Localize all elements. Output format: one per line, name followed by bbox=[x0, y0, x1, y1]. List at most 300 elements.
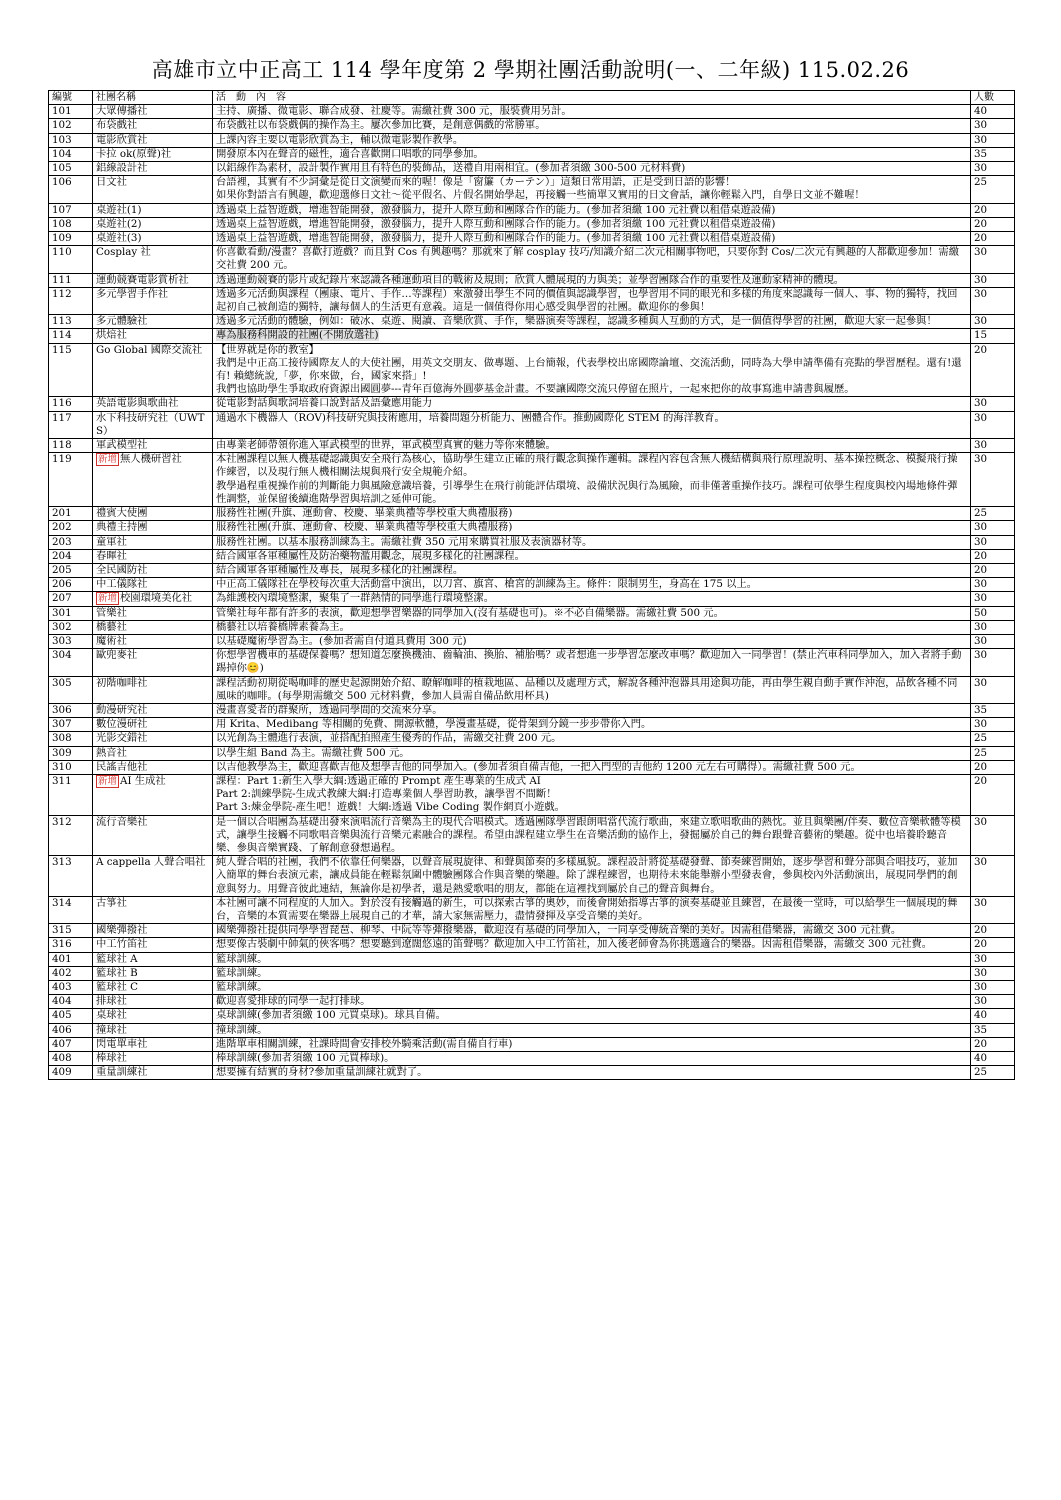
member-count: 20 bbox=[971, 760, 1015, 774]
club-number: 309 bbox=[49, 746, 93, 760]
member-count: 30 bbox=[971, 162, 1015, 176]
table-row bbox=[49, 981, 1015, 995]
description-line: 由專業老師帶領你進入軍武模型的世界，軍武模型真實的魅力等你來體驗。 bbox=[216, 439, 556, 452]
description-line: 為維護校內環境整潔，聚集了一群熱情的同學進行環境整潔。 bbox=[216, 592, 495, 605]
club-name-cell bbox=[93, 1037, 213, 1051]
club-name: 數位漫研社 bbox=[96, 718, 148, 731]
club-description bbox=[213, 592, 971, 606]
club-name: 光影交錯社 bbox=[96, 732, 148, 745]
club-number: 316 bbox=[49, 938, 93, 952]
club-description bbox=[213, 896, 971, 923]
member-count: 30 bbox=[971, 620, 1015, 634]
club-number: 109 bbox=[49, 232, 93, 246]
club-description bbox=[213, 105, 971, 119]
member-count: 40 bbox=[971, 105, 1015, 119]
club-number: 204 bbox=[49, 549, 93, 563]
club-name: 電影欣賞社 bbox=[96, 133, 148, 146]
club-description bbox=[213, 246, 971, 273]
club-name-cell bbox=[93, 147, 213, 161]
table-body bbox=[49, 105, 1015, 1080]
table-row bbox=[49, 938, 1015, 952]
description-line: 布袋戲社以布袋戲偶的操作為主。屢次參加比賽，是創意偶戲的常勝軍。 bbox=[216, 119, 546, 132]
club-name-cell bbox=[93, 924, 213, 938]
club-name-cell bbox=[93, 217, 213, 231]
member-count: 30 bbox=[971, 952, 1015, 966]
member-count: 20 bbox=[971, 924, 1015, 938]
table-row bbox=[49, 634, 1015, 648]
description-line: 服務性社團(升旗、運動會、校慶、畢業典禮等學校重大典禮服務) bbox=[216, 521, 513, 534]
table-row bbox=[49, 620, 1015, 634]
member-count: 30 bbox=[971, 856, 1015, 897]
club-name: 籃球社 C bbox=[96, 981, 139, 993]
club-name: 國樂彈撥社 bbox=[96, 924, 148, 937]
club-name: A cappella 人聲合唱社 bbox=[96, 856, 206, 869]
member-count: 20 bbox=[971, 232, 1015, 246]
club-name-cell bbox=[93, 1052, 213, 1066]
club-name: 軍武模型社 bbox=[96, 439, 148, 452]
description-line: 歡迎喜愛排球的同學一起打排球。 bbox=[216, 995, 371, 1008]
club-name-cell bbox=[93, 676, 213, 703]
club-number: 304 bbox=[49, 649, 93, 676]
description-line: 純人聲合唱的社團，我們不依靠任何樂器，以聲音展現旋律、和聲與節奏的多樣風貌。課程設計將從基礎發聲、節奏練習開始，逐步學習和聲分部與合唱技巧，並加入簡單的舞台表演元素，讓成員能在輕鬆氛圍中體驗團隊合作與音樂的樂趣。除了課程練習，也期待未來能舉辦小型發表會，參與校內外活動演出，展現同學們的創意與努力。用聲音彼此連結，無論你是初學者，還是熱愛歌唱的朋友，都能在這裡找到屬於自己的聲音與舞台。 bbox=[216, 856, 958, 895]
member-count: 35 bbox=[971, 1023, 1015, 1037]
club-description bbox=[213, 995, 971, 1009]
club-name: 歐兜麥社 bbox=[96, 649, 138, 662]
table-row bbox=[49, 176, 1015, 203]
description-line: 漫畫喜愛者的群聚所，透過同學間的交流來分享。 bbox=[216, 703, 443, 716]
description-line: 如果你對語言有興趣，歡迎選修日文社～從平假名、片假名開始學起，再接觸一些簡單又實用的日文會話，讓你輕鬆入門，自學日文並不難喔！ bbox=[216, 189, 865, 202]
club-number: 310 bbox=[49, 760, 93, 774]
header-no: 編號 bbox=[49, 91, 93, 105]
description-line: 服務性社團(升旗、運動會、校慶、畢業典禮等學校重大典禮服務) bbox=[216, 507, 513, 520]
description-line: 結合國軍各軍種屬性及防治藥物濫用觀念，展現多樣化的社團課程。 bbox=[216, 549, 525, 562]
club-name-cell bbox=[93, 105, 213, 119]
club-name: 桌遊社(1) bbox=[96, 203, 142, 216]
club-description bbox=[213, 563, 971, 577]
club-name: 中工儀隊社 bbox=[96, 578, 148, 591]
table-row bbox=[49, 133, 1015, 147]
club-name-cell bbox=[93, 732, 213, 746]
club-name: 運動競賽電影賞析社 bbox=[96, 273, 189, 286]
club-name: 籃球社 A bbox=[96, 952, 138, 965]
table-row bbox=[49, 287, 1015, 314]
club-name: 籃球社 B bbox=[96, 966, 138, 979]
club-name: 撞球社 bbox=[96, 1023, 127, 1036]
club-name-cell bbox=[93, 981, 213, 995]
description-line: 我們是中正高工接待國際友人的大使社團，用英文交朋友、做專題、上台簡報，代表學校出席國際論壇、交流活動，同時為大學申請準備有亮點的學習歷程。還有!還有! 賴總統說,「夢，你來做，台，國家來搭」! bbox=[216, 356, 962, 383]
table-row bbox=[49, 746, 1015, 760]
club-name: 多元體驗社 bbox=[96, 315, 148, 328]
table-header-row bbox=[49, 91, 1015, 105]
club-name-cell bbox=[93, 329, 213, 343]
club-number: 105 bbox=[49, 162, 93, 176]
club-description bbox=[213, 774, 971, 815]
club-name-cell bbox=[93, 718, 213, 732]
club-number: 404 bbox=[49, 995, 93, 1009]
description-line: 結合國軍各軍種屬性及專長，展現多樣化的社團課程。 bbox=[216, 563, 464, 576]
club-name-cell bbox=[93, 162, 213, 176]
club-description bbox=[213, 703, 971, 717]
description-line: 本社團可讓不同程度的人加入。對於沒有接觸過的新生，可以探索古箏的奧妙，而後會開始指導古箏的演奏基礎並且練習，在最後一堂時，可以給學生一個展現的舞台，音樂的本質需要在樂器上展現自己的才華，請大家無需壓力，盡情發揮及享受音樂的美好。 bbox=[216, 896, 958, 922]
description-line: Part 3:煉金學院-產生吧！遊戲！大綱:透過 Vibe Coding 製作網頁小遊戲。 bbox=[216, 801, 565, 814]
club-name-cell bbox=[93, 203, 213, 217]
table-row bbox=[49, 606, 1015, 620]
member-count: 30 bbox=[971, 718, 1015, 732]
club-number: 407 bbox=[49, 1037, 93, 1051]
club-number: 111 bbox=[49, 273, 93, 287]
club-name: 童軍社 bbox=[96, 535, 127, 548]
club-description bbox=[213, 1066, 971, 1080]
description-line: 以吉他教學為主，歡迎喜歡吉他及想學吉他的同學加入。(參加者須自備吉他，一把入門型的吉他約 1200 元左右可購得）。需繳社費 500 元。 bbox=[216, 760, 861, 773]
club-name: 桌球社 bbox=[96, 1009, 127, 1022]
club-name-cell bbox=[93, 703, 213, 717]
club-number: 203 bbox=[49, 535, 93, 549]
member-count: 50 bbox=[971, 606, 1015, 620]
club-number: 409 bbox=[49, 1066, 93, 1080]
club-name-cell bbox=[93, 549, 213, 563]
club-number: 201 bbox=[49, 507, 93, 521]
description-line: 棒球訓練(參加者須繳 100 元買棒球)。 bbox=[216, 1052, 395, 1065]
club-number: 114 bbox=[49, 329, 93, 343]
club-description bbox=[213, 676, 971, 703]
club-name-cell bbox=[93, 507, 213, 521]
description-line: 透過桌上益智遊戲，增進智能開發，激發腦力，提升人際互動和團隊合作的能力。(參加者須繳 100 元社費以租借桌遊設備) bbox=[216, 203, 776, 216]
table-row bbox=[49, 774, 1015, 815]
club-name: 古箏社 bbox=[96, 896, 127, 909]
club-name-cell bbox=[93, 938, 213, 952]
club-description bbox=[213, 343, 971, 397]
club-name-cell bbox=[93, 133, 213, 147]
club-number: 103 bbox=[49, 133, 93, 147]
table-row bbox=[49, 760, 1015, 774]
club-description bbox=[213, 133, 971, 147]
club-description bbox=[213, 718, 971, 732]
club-number: 403 bbox=[49, 981, 93, 995]
table-row bbox=[49, 507, 1015, 521]
member-count: 30 bbox=[971, 133, 1015, 147]
description-line: 用 Krita、Medibang 等相關的免費、開源軟體，學漫畫基礎，從骨架到分鏡一步步帶你入門。 bbox=[216, 718, 652, 731]
member-count: 20 bbox=[971, 1037, 1015, 1051]
club-name: 民謠吉他社 bbox=[96, 760, 148, 773]
table-row bbox=[49, 952, 1015, 966]
member-count: 20 bbox=[971, 563, 1015, 577]
club-name: 春暉社 bbox=[96, 549, 127, 562]
club-number: 302 bbox=[49, 620, 93, 634]
description-line: 以鋁線作為素材，設計製作實用且有特色的裝飾品，送禮自用兩相宜。(參加者須繳 300-500 元材料費) bbox=[216, 162, 686, 175]
club-number: 315 bbox=[49, 924, 93, 938]
table-row bbox=[49, 521, 1015, 535]
club-description bbox=[213, 439, 971, 453]
member-count: 30 bbox=[971, 273, 1015, 287]
club-number: 306 bbox=[49, 703, 93, 717]
club-name: 初階咖啡社 bbox=[96, 676, 148, 689]
club-name: AI 生成社 bbox=[120, 774, 166, 787]
club-name: 禮賓大使團 bbox=[96, 507, 148, 520]
club-name-cell bbox=[93, 746, 213, 760]
club-description bbox=[213, 287, 971, 314]
description-line: 【世界就是你的教室】 bbox=[216, 343, 319, 356]
club-name: 鋁線設計社 bbox=[96, 162, 148, 175]
club-name-cell bbox=[93, 232, 213, 246]
member-count: 35 bbox=[971, 703, 1015, 717]
club-name-cell bbox=[93, 1066, 213, 1080]
club-description bbox=[213, 952, 971, 966]
club-description bbox=[213, 1023, 971, 1037]
club-name-cell bbox=[93, 634, 213, 648]
description-line: 想要擁有結實的身材?參加重量訓練社就對了。 bbox=[216, 1066, 428, 1079]
member-count: 30 bbox=[971, 649, 1015, 676]
club-name-cell bbox=[93, 535, 213, 549]
table-row bbox=[49, 896, 1015, 923]
club-description bbox=[213, 760, 971, 774]
club-name-cell bbox=[93, 176, 213, 203]
new-badge: 新增 bbox=[98, 775, 118, 787]
club-name: 卡拉 ok(原聲)社 bbox=[96, 147, 172, 160]
table-row bbox=[49, 105, 1015, 119]
club-description bbox=[213, 453, 971, 507]
member-count: 30 bbox=[971, 995, 1015, 1009]
club-name: 烘焙社 bbox=[96, 329, 127, 342]
member-count: 25 bbox=[971, 1066, 1015, 1080]
table-row bbox=[49, 649, 1015, 676]
description-line: 透過多元活動與課程（團康、電片、手作…等課程）來激發出學生不同的價值與認識學習，也學習用不同的眼光和多樣的角度來認識每一個人、事、物的獨特，找回起初自己被創造的獨特，讓每個人的生活更有意義。這是一個值得你用心感受與學習的社團。歡迎你的參與！ bbox=[216, 287, 958, 314]
table-row bbox=[49, 676, 1015, 703]
table-row bbox=[49, 1009, 1015, 1023]
club-name-cell bbox=[93, 315, 213, 329]
club-number: 402 bbox=[49, 966, 93, 980]
club-description bbox=[213, 176, 971, 203]
header-count: 人數 bbox=[971, 91, 1015, 105]
member-count: 40 bbox=[971, 1009, 1015, 1023]
club-description bbox=[213, 507, 971, 521]
description-line: 你想學習機車的基礎保養嗎？想知道怎麼換機油、齒輪油、換胎、補胎嗎？或者想進一步學習怎麼改車嗎？歡迎加入一同學習！(禁止汽車科同學加入，加入者將手動踢掉你😊) bbox=[216, 649, 962, 675]
club-description bbox=[213, 732, 971, 746]
table-row bbox=[49, 1066, 1015, 1080]
club-name-cell bbox=[93, 966, 213, 980]
table-row bbox=[49, 439, 1015, 453]
club-number: 118 bbox=[49, 439, 93, 453]
member-count: 30 bbox=[971, 119, 1015, 133]
club-number: 308 bbox=[49, 732, 93, 746]
table-row bbox=[49, 315, 1015, 329]
table-row bbox=[49, 343, 1015, 397]
club-name: 橋藝社 bbox=[96, 620, 127, 633]
club-description bbox=[213, 578, 971, 592]
description-line: 以基礎魔術學習為主。(參加者需自付道具費用 300 元) bbox=[216, 634, 467, 647]
club-description bbox=[213, 1009, 971, 1023]
club-number: 108 bbox=[49, 217, 93, 231]
club-number: 408 bbox=[49, 1052, 93, 1066]
club-name-cell bbox=[93, 578, 213, 592]
club-name-cell bbox=[93, 521, 213, 535]
club-number: 119 bbox=[49, 453, 93, 507]
club-description bbox=[213, 521, 971, 535]
club-name: 動漫研究社 bbox=[96, 703, 148, 716]
club-name: 大眾傳播社 bbox=[96, 105, 148, 118]
club-number: 406 bbox=[49, 1023, 93, 1037]
description-line: 中正高工儀隊社在學校每次重大活動當中演出，以刀宮、旗宮、槍宮的訓練為主。條件：限制男生，身高在 175 以上。 bbox=[216, 578, 758, 591]
club-description bbox=[213, 1052, 971, 1066]
club-description bbox=[213, 315, 971, 329]
description-line: 是一個以合唱團為基礎出發來演唱流行音樂為主的現代合唱模式。透過團隊學習跟朗唱當代流行歌曲，來建立歌唱歌曲的熱忱。並且與樂團/伴奏、數位音樂軟體等模式，讓學生接觸不同歌唱音樂與流行音樂元素融合的課程。希望由課程建立學生在音樂活動的協作上，發掘屬於自己的舞台跟聲音藝術的樂趣。從中也培養聆聽音樂、參與音樂實踐、了解創意發想過程。 bbox=[216, 815, 961, 854]
description-line: 開發原本內在聲音的磁性，適合喜歡開口唱歌的同學參加。 bbox=[216, 147, 484, 160]
club-number: 313 bbox=[49, 856, 93, 897]
club-name: 管樂社 bbox=[96, 606, 127, 619]
member-count: 40 bbox=[971, 1052, 1015, 1066]
description-line: 服務性社團。以基本服務訓練為主。需繳社費 350 元用來購買社服及表演器材等。 bbox=[216, 535, 593, 548]
member-count: 30 bbox=[971, 315, 1015, 329]
member-count: 30 bbox=[971, 535, 1015, 549]
description-line: 課程：Part 1:新生入學大綱:透過正確的 Prompt 產生專業的生成式 AI bbox=[216, 774, 541, 787]
club-name: 校園環境美化社 bbox=[120, 592, 193, 605]
member-count: 20 bbox=[971, 549, 1015, 563]
description-line: 想要像古裝劇中帥氣的俠客嗎？想要聽到遼闊悠遠的笛聲嗎？歡迎加入中工竹笛社，加入後老師會為你挑選適合的樂器。因需租借樂器，需繳交 300 元社費。 bbox=[216, 938, 933, 951]
club-description bbox=[213, 203, 971, 217]
table-row bbox=[49, 1037, 1015, 1051]
member-count: 20 bbox=[971, 774, 1015, 815]
club-name-cell bbox=[93, 287, 213, 314]
club-description bbox=[213, 856, 971, 897]
club-name: 無人機研習社 bbox=[120, 453, 182, 466]
table-row bbox=[49, 397, 1015, 411]
club-name-cell bbox=[93, 896, 213, 923]
description-line: Part 2:訓練學院-生成式教練大綱:打造專業個人學習助教，讓學習不間斷！ bbox=[216, 788, 557, 801]
club-number: 110 bbox=[49, 246, 93, 273]
description-line: 主持、廣播、微電影、聯合成發、社慶等。需繳社費 300 元，服裝費用另計。 bbox=[216, 105, 572, 118]
club-description bbox=[213, 217, 971, 231]
description-line: 教學過程重視操作前的判斷能力與風險意識培養，引導學生在飛行前能評估環境、設備狀況與行為風險，而非僅著重操作技巧。課程可依學生程度與校內場地條件彈性調整，並保留後續進階學習與培訓之延伸可能。 bbox=[216, 479, 958, 505]
description-line: 台語裡，其實有不少詞彙是從日文演變而來的喔！像是「窗簾（カーテン）」這類日常用語，正是受到日語的影響！ bbox=[216, 176, 736, 189]
club-name: 重量訓練社 bbox=[96, 1066, 148, 1079]
member-count: 20 bbox=[971, 938, 1015, 952]
club-name: 全民國防社 bbox=[96, 563, 148, 576]
club-description bbox=[213, 924, 971, 938]
table-row bbox=[49, 119, 1015, 133]
club-number: 112 bbox=[49, 287, 93, 314]
page-title: 高雄市立中正高工 114 學年度第 2 學期社團活動說明(一、二年級) 115.02.26 bbox=[151, 58, 910, 82]
club-name-cell bbox=[93, 1009, 213, 1023]
club-number: 307 bbox=[49, 718, 93, 732]
member-count: 30 bbox=[971, 397, 1015, 411]
table-row bbox=[49, 966, 1015, 980]
club-name: 中工竹笛社 bbox=[96, 938, 148, 951]
club-name: Go Global 國際交流社 bbox=[96, 343, 203, 356]
club-number: 113 bbox=[49, 315, 93, 329]
member-count: 30 bbox=[971, 246, 1015, 273]
club-number: 115 bbox=[49, 343, 93, 397]
member-count: 25 bbox=[971, 732, 1015, 746]
table-row bbox=[49, 411, 1015, 438]
club-number: 205 bbox=[49, 563, 93, 577]
club-name: 熱音社 bbox=[96, 746, 127, 759]
club-name-cell bbox=[93, 397, 213, 411]
member-count: 30 bbox=[971, 634, 1015, 648]
club-description bbox=[213, 649, 971, 676]
member-count: 30 bbox=[971, 981, 1015, 995]
table-row bbox=[49, 703, 1015, 717]
table-row bbox=[49, 592, 1015, 606]
club-description bbox=[213, 411, 971, 438]
table-row bbox=[49, 732, 1015, 746]
description-line: 橋藝社以培養橋牌素養為主。 bbox=[216, 620, 350, 633]
club-name: 閃電單車社 bbox=[96, 1037, 148, 1050]
member-count: 25 bbox=[971, 746, 1015, 760]
member-count: 30 bbox=[971, 815, 1015, 856]
club-description bbox=[213, 746, 971, 760]
club-name-cell bbox=[93, 815, 213, 856]
club-name-cell bbox=[93, 952, 213, 966]
table-row bbox=[49, 203, 1015, 217]
description-line: 透過運動競賽的影片或紀錄片來認識各種運動項目的戰術及規則；欣賞人體展現的力與美；並學習團隊合作的重要性及運動家精神的體現。 bbox=[216, 273, 845, 286]
club-description bbox=[213, 273, 971, 287]
description-line: 管樂社每年都有許多的表演，歡迎想學習樂器的同學加入(沒有基礎也可)。※不必自備樂器。需繳社費 500 元。 bbox=[216, 606, 724, 619]
club-description bbox=[213, 606, 971, 620]
description-line: 專為服務科開設的社團(不開放選社) bbox=[216, 329, 379, 342]
club-name: Cosplay 社 bbox=[96, 246, 151, 259]
member-count: 25 bbox=[971, 507, 1015, 521]
club-name-cell bbox=[93, 774, 213, 815]
member-count: 30 bbox=[971, 578, 1015, 592]
club-name: 桌遊社(3) bbox=[96, 232, 142, 245]
club-name: 魔術社 bbox=[96, 634, 127, 647]
club-number: 311 bbox=[49, 774, 93, 815]
table-row bbox=[49, 273, 1015, 287]
description-line: 籃球訓練。 bbox=[216, 966, 268, 979]
club-number: 102 bbox=[49, 119, 93, 133]
club-name: 典禮主持團 bbox=[96, 521, 148, 534]
club-description bbox=[213, 549, 971, 563]
table-row bbox=[49, 246, 1015, 273]
club-number: 301 bbox=[49, 606, 93, 620]
club-description bbox=[213, 119, 971, 133]
club-name-cell bbox=[93, 856, 213, 897]
description-line: 籃球訓練。 bbox=[216, 981, 268, 993]
table-row bbox=[49, 578, 1015, 592]
club-name-cell bbox=[93, 273, 213, 287]
club-number: 312 bbox=[49, 815, 93, 856]
description-line: 上課內容主要以電影欣賞為主，輔以微電影製作教學。 bbox=[216, 133, 464, 146]
table-row bbox=[49, 995, 1015, 1009]
club-name-cell bbox=[93, 119, 213, 133]
member-count: 30 bbox=[971, 411, 1015, 438]
club-name-cell bbox=[93, 343, 213, 397]
club-number: 117 bbox=[49, 411, 93, 438]
club-number: 106 bbox=[49, 176, 93, 203]
table-row bbox=[49, 856, 1015, 897]
club-name-cell bbox=[93, 606, 213, 620]
club-name-cell bbox=[93, 649, 213, 676]
club-name: 布袋戲社 bbox=[96, 119, 138, 132]
member-count: 15 bbox=[971, 329, 1015, 343]
club-description bbox=[213, 620, 971, 634]
description-line: 從電影對話與歌詞培養口說對話及語彙應用能力 bbox=[216, 397, 433, 410]
club-description bbox=[213, 981, 971, 995]
club-description bbox=[213, 147, 971, 161]
description-line: 以學生組 Band 為主。需繳社費 500 元。 bbox=[216, 746, 410, 759]
club-number: 116 bbox=[49, 397, 93, 411]
new-badge: 新增 bbox=[98, 454, 118, 466]
club-description bbox=[213, 329, 971, 343]
club-number: 303 bbox=[49, 634, 93, 648]
table-row bbox=[49, 162, 1015, 176]
member-count: 20 bbox=[971, 343, 1015, 397]
club-name-cell bbox=[93, 246, 213, 273]
club-description bbox=[213, 966, 971, 980]
club-number: 104 bbox=[49, 147, 93, 161]
club-name-cell bbox=[93, 995, 213, 1009]
table-row bbox=[49, 924, 1015, 938]
table-row bbox=[49, 147, 1015, 161]
